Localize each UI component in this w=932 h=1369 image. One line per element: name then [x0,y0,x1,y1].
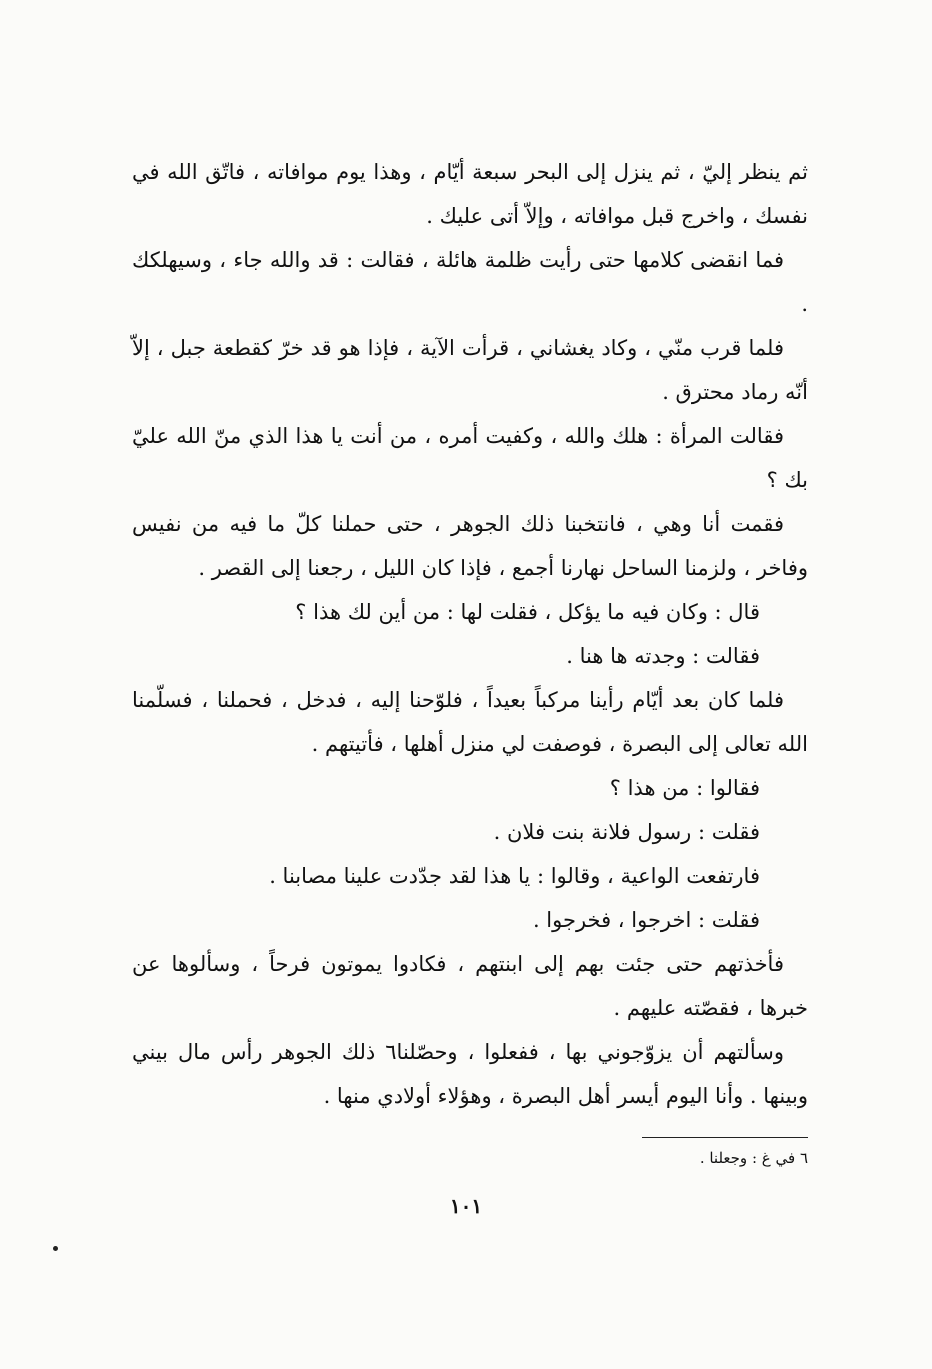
footnote-divider [642,1137,808,1138]
paragraph: فقلت : رسول فلانة بنت فلان . [493,820,760,844]
paragraph: فقالت المرأة : هلك والله ، وكفيت أمره ، من أنت يا هذا الذي منّ الله عليّ بك ؟ [132,424,808,492]
paragraph: فلما كان بعد أيّام رأينا مركباً بعيداً ، فلوّحنا إليه ، فدخل ، فحملنا ، فسلّمنا الله تعالى إلى البصرة ، فوصفت لي منزل أهلها ، فأتيتهم . [132,688,808,756]
paragraph: قال : وكان فيه ما يؤكل ، فقلت لها : من أين لك هذا ؟ [295,600,760,624]
footnote: ٦ في غ : وجعلنا . [699,1149,808,1167]
page-number: ١٠١ [449,1194,483,1218]
paragraph: فقلت : اخرجوا ، فخرجوا . [532,908,760,932]
scan-speck [53,1246,58,1251]
paragraph: فقالوا : من هذا ؟ [609,776,760,800]
paragraph: ثم ينظر إليّ ، ثم ينزل إلى البحر سبعة أيّام ، وهذا يوم موافاته ، فاتّق الله في نفسك ، واخرج قبل موافاته ، وإلاّ أتى عليك . [132,160,808,228]
body-text [132,150,808,1118]
paragraph: فقالت : وجدته ها هنا . [566,644,760,668]
paragraph: فما انقضى كلامها حتى رأيت ظلمة هائلة ، فقالت : قد والله جاء ، وسيهلكك . [132,248,808,316]
paragraph: فارتفعت الواعية ، وقالوا : يا هذا لقد جدّدت علينا مصابنا . [269,864,760,888]
paragraph: فأخذتهم حتى جئت بهم إلى ابنتهم ، فكادوا يموتون فرحاً ، وسألوها عن خبرها ، فقصّته عليهم . [132,952,808,1020]
paragraph: وسألتهم أن يزوّجوني بها ، ففعلوا ، وحصّلنا٦ ذلك الجوهر رأس مال بيني وبينها . وأنا اليوم أيسر أهل البصرة ، وهؤلاء أولادي منها . [132,1040,808,1108]
paragraph: فقمت أنا وهي ، فانتخبنا ذلك الجوهر ، حتى حملنا كلّ ما فيه من نفيس وفاخر ، ولزمنا الساحل نهارنا أجمع ، فإذا كان الليل ، رجعنا إلى القصر . [132,512,808,580]
paragraph: فلما قرب منّي ، وكاد يغشاني ، قرأت الآية ، فإذا هو قد خرّ كقطعة جبل ، إلاّ أنّه رماد محترق . [132,336,808,404]
